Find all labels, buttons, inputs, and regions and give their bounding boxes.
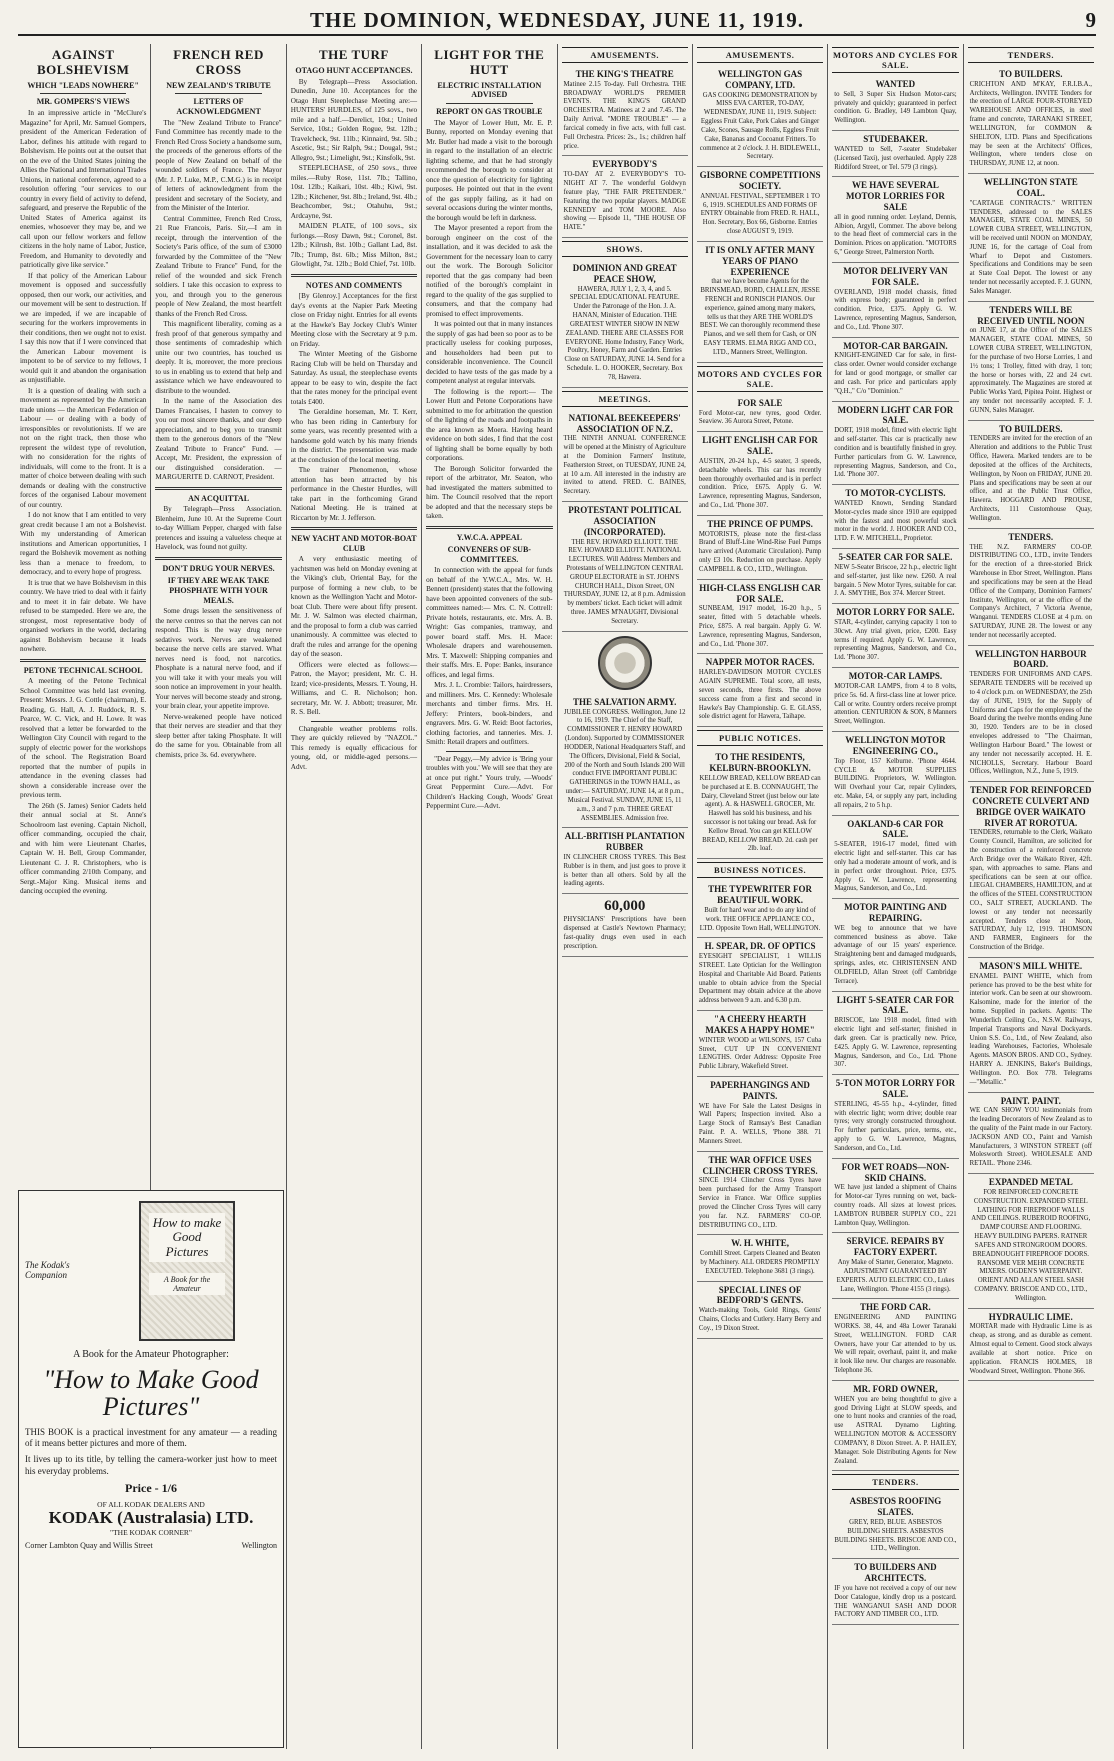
subhead-conveners: CONVENERS OF SUB-COMMITTEES. bbox=[447, 545, 531, 564]
article-paragraph: The 26th (S. James) Senior Cadets held their annual social at St. Anne's Schoolroom last evening. Captain Nicholl, officer commanding, occupied the chair, and with him were Lieutenant Charles, Captain W. H. Bell, Group Commander, Lieutenant C. J. R. Christophers, who is officer commanding 2/10th Company, and Sergt.-Major King. Musical items and dancing occupied the evening. bbox=[20, 801, 147, 896]
kodak-brand: KODAK (Australasia) LTD. bbox=[48, 1508, 254, 1528]
article-paragraph: If that policy of the American Labour movement is opposed and successfully opposed, then our work, our activities, and our movement will be sent to destruction. If we are impeded, if we are incapable of securing for the workers improvements in their conditions, then we ought not to exist. I say this now that if I were convinced that the American Labour movement is impotent to be of service to my fellows, I would quit it and abandon the organisation as unjustifiable. bbox=[20, 271, 147, 385]
advert-heading: NATIONAL BEEKEEPERS' ASSOCIATION OF N.Z. bbox=[568, 412, 681, 434]
advert-body: 5-SEATER, 1916-17 model, fitted with electric light and self-starter. This car has only had a moderate amount of work, and is in perfect order throughout. Price, £375. Apply G. W. Lawrence, representing Magnus, Sanderson, and Co., Ltd. bbox=[834, 841, 957, 893]
advert bbox=[697, 1152, 823, 1236]
advert-body: Built for hard wear and to do any kind of work. THE OFFICE APPLIANCE CO., LTD. Opposite Town Hall, WELLINGTON. bbox=[699, 906, 821, 932]
advert-heading: WELLINGTON MOTOR ENGINEERING CO., bbox=[845, 735, 946, 756]
advert bbox=[832, 1299, 958, 1381]
divider bbox=[291, 527, 417, 530]
advert-heading: ASBESTOS ROOFING SLATES. bbox=[849, 1496, 942, 1518]
advert-body: WE have For Sale the Latest Designs in Wall Papers; Inspection invited. Also a Large Stock of Ramsay's Best Canadian Paint. P. A. WELLS, 'Phone 388. 71 Manners Street. bbox=[698, 1102, 822, 1145]
advert bbox=[697, 1282, 823, 1339]
advert-heading: MR. FORD OWNER, bbox=[853, 1383, 938, 1394]
advert-body: THE N.Z. FARMERS' CO-OP. DISTRIBUTING CO., LTD., invite Tenders for the erection of a three-storied Brick Warehouse in Ebor Street, Wellington. Plans and specifications may be seen at the Head Office of the Company, Dominion Farmers' Institute, Wellington, or at the office of the Company's Architect, 7 Victoria Avenue, Wanganui. TENDERS CLOSE at 4 p.m. on SATURDAY, JUNE 28. The lowest or any tender not necessarily accepted. bbox=[969, 543, 1092, 639]
section-tenders: TENDERS. bbox=[968, 47, 1094, 63]
advert-body: all in good running order. Leyland, Dennis, Albion, Argyll, Commer. The above belong to the head fleet of commercial cars in the Dominion. Prices on application. "MOTORS 6," George Street, Palmerston North. bbox=[834, 213, 957, 257]
column-3 bbox=[287, 44, 422, 1749]
advert-body: TO-DAY AT 2. EVERYBODY'S TO-NIGHT AT 7. The wonderful Goldwyn feature play, "THE FAIR PRETENDER." Featuring the two popular players. MADGE KENNEDY and TOM MOORE. Also showing — Episode 11, "THE HOUSE OF HATE." bbox=[563, 171, 686, 232]
advert bbox=[697, 881, 823, 938]
advert-heading: TO BUILDERS. bbox=[999, 69, 1063, 79]
column-7 bbox=[828, 44, 963, 1749]
advert-heading: W. H. WHITE, bbox=[731, 1238, 789, 1249]
article-paragraph: Central Committee, French Red Cross, 21 Rue Francois, Paris. Sir,—I am in receipt, through the intervention of the Society's Paris office, of the sum of £3000 forwarded by the Committee of the "New Zealand Tribute to France" Fund, for the relief of the wounded and sick French soldiers. I take this occasion to express to you, and through you to the generous people of New Zealand, the most heartfelt thanks of the French Red Cross. bbox=[155, 214, 282, 318]
column-8 bbox=[964, 44, 1098, 1749]
advert-body: "CARTAGE CONTRACTS." WRITTEN TENDERS, addressed to the SALES MANAGER, STATE COAL MINES, 50 LOWER CUBA STREET, WELLINGTON, will be received until NOON on MONDAY, JUNE 16, for the cartage of Coal from Wharf to Depot and Customers. Specifications and Conditions may be seen at State Coal Depot. The lowest or any tender not necessarily accepted. F. J. GUNN, Sales Manager. bbox=[969, 199, 1092, 295]
article-paragraph: In the name of the Association des Dames Francaises, I hasten to convey to you our most sincere thanks, and our deep appreciation, and to beg you to transmit them to the generous donors of the "New Zealand Tribute to France" Fund. — Accept, Mr. President, the expression of our distinguished consideration. — MARGUERITE D. CARNOT, President. bbox=[155, 397, 282, 482]
section-public-notices: PUBLIC NOTICES. bbox=[697, 730, 823, 746]
subhead-drug-nerves: DON'T DRUG YOUR NERVES. bbox=[162, 563, 275, 573]
advert-body: ENGINEERING AND PAINTING WORKS. 38, 44, and 48a Lower Taranaki Street, WELLINGTON. FORD CAR Owners, have your Car attended to by us. We will repair, overhaul, paint it, and make it look like new. Our charges are reasonable. Telephone 36. bbox=[834, 1314, 957, 1375]
advert-heading: ALL-BRITISH PLANTATION RUBBER bbox=[564, 831, 685, 853]
advert-heading: THE SALVATION ARMY. bbox=[573, 696, 677, 707]
advert-body: WHEN you are being thoughtful to give a good Driving Light at SLOW speeds, and one to hunt nooks and crannies of the road, use ASTRAL Dynamo Lighting. WELLINGTON MOTOR & ACCESSORY COMPANY, 8 Dixon Street. A. P. HAILEY, Manager. Sole Distributing Agents for New Zealand. bbox=[834, 1395, 957, 1465]
advert-heading: SPECIAL LINES OF BEDFORD'S GENTS. bbox=[716, 1284, 804, 1306]
advert bbox=[968, 174, 1094, 302]
advert bbox=[832, 263, 958, 338]
advert-body: GREY, RED, BLUE. ASBESTOS BUILDING SHEETS. ASBESTOS BUILDING SHEETS. BRISCOE AND CO., LTD., Wellington. bbox=[834, 1518, 957, 1553]
divider bbox=[311, 721, 397, 722]
advert-heading: THE FORD CAR. bbox=[860, 1302, 931, 1313]
kodak-body-text: It lives up to its title, by telling the camera-worker just how to meet his everyday problems. bbox=[25, 1453, 277, 1476]
kodak-corner: "THE KODAK CORNER" bbox=[110, 1528, 192, 1538]
advert-heading: 5-TON MOTOR LORRY FOR SALE. bbox=[835, 1078, 956, 1099]
column-5 bbox=[558, 44, 693, 1749]
advert-heading: FOR SALE bbox=[737, 397, 783, 408]
kodak-body-text: THIS BOOK is a practical investment for any amateur — a reading of it means better pictures and more of them. bbox=[25, 1426, 277, 1449]
advert-heading: MOTOR LORRY FOR SALE. bbox=[836, 607, 955, 618]
advert bbox=[832, 604, 958, 668]
salvation-army-crest-icon bbox=[598, 636, 652, 690]
masthead bbox=[18, 6, 1096, 36]
advert-body: TENDERS FOR UNIFORMS AND CAPS. SEPARATE TENDERS will be received up to 4 o'clock p.m. on WEDNESDAY, the 25th day of JUNE, 1919, for the Supply of Uniforms and Caps for the employees of the Board during the twelve months ending June 30, 1920. Tenders are to be in closed envelopes addressed to "The Chairman, Wellington Harbour Board." The lowest or any tender not necessarily accepted. H. E. NICHOLLS, Secretary. Harbour Board Offices, Wellington, N.Z., June 5, 1919. bbox=[969, 671, 1092, 776]
advert-heading: TENDERS. bbox=[1008, 531, 1054, 542]
advert bbox=[832, 816, 958, 900]
advert-heading: THE WAR OFFICE USES CLINCHER CROSS TYRES. bbox=[702, 1154, 818, 1176]
article-paragraph: By Telegraph—Press Association. Blenheim, June 10. At the Supreme Court to-day William Pepper, charged with false pretences and issuing a valueless cheque at Havelock, was found not guilty. bbox=[155, 505, 282, 552]
advert-heading: FOR WET ROADS—NON-SKID CHAINS. bbox=[841, 1161, 950, 1183]
book-cover-title: How to make Good Pictures bbox=[149, 1213, 225, 1262]
headline-against-bolshevism: AGAINST BOLSHEVISM bbox=[36, 47, 130, 77]
advert-heading: LIGHT ENGLISH CAR FOR SALE. bbox=[702, 435, 818, 457]
advert bbox=[832, 549, 958, 604]
article-paragraph: In connection with the appeal for funds on behalf of the Y.W.C.A., Mrs. W. H. Bennett (president) states that the following have been appointed conveners of the sub-committees named:— Mrs. C. N. Cottrell: Private hotels, restaurants, etc. Mrs. A. B. Wright: Gas companies, tramway, and power board staff. Mrs. H. Mace: Wholesale drapers and warehousemen. Mrs. T. Maxwell: Shipping companies and their staffs. Mrs. E. Pope: Banks, insurance offices, and legal firms. bbox=[426, 566, 553, 679]
divider bbox=[446, 751, 532, 752]
advert-body: NEW 5-Seater Briscoe, 22 h.p., electric light and self-starter, just like new. £260. A real bargain. 5 New Motor Tyres, suitable for car. J. A. SMYTHE, Box 374. Mercer Street. bbox=[834, 563, 957, 598]
advert-body: IN CLINCHER CROSS TYRES. This Best Rubber is in them, and just goes to prove it is better than all others. Sold by all the leading agents. bbox=[563, 853, 686, 888]
kodak-lead: A Book for the Amateur Photographer: bbox=[73, 1349, 229, 1360]
article-paragraph: It was pointed out that in many instances the supply of gas had been so poor as to be practically useless for cooking purposes, and householders had been put to considerable inconvenience. The Council decided to have tests of the gas made by a competent analyst at regular intervals. bbox=[426, 320, 553, 386]
advert-heading: H. SPEAR, DR. OF OPTICS bbox=[704, 941, 816, 952]
divider bbox=[20, 659, 146, 662]
advert bbox=[968, 66, 1094, 174]
advert bbox=[697, 654, 823, 727]
advert-heading: PROTESTANT POLITICAL ASSOCIATION (INCORPORATED). bbox=[568, 505, 682, 537]
article-paragraph: A meeting of the Petone Technical School Committee was held last evening. Present: Messrs. J. G. Cottle (chairman), E. Reading, G. Hall, A. J. Ruddock, R. S. Pearce, W. C. Vick, and H. Lowe. It was resolved that a letter be forwarded to the Wellington City Council with regard to the supply of electric power for the workshops of the school. The Registration Board reported that the number of pupils in attendance in the evening classes had shown a considerable increase over the previous term. bbox=[20, 677, 147, 800]
article-paragraph: The Winter Meeting of the Gisborne Racing Club will be held on Thursday and Saturday. As usual, the steeplechase events appear to be easy to win, despite the fact that the rates money for the principal event totals £400. bbox=[290, 350, 418, 406]
advert-body: WANTED to Sell, 7-seater Studebaker (Licensed Taxi), just overhauled. Apply 228 Riddiford Street, or Tel. 579 (3 rings). bbox=[834, 145, 957, 171]
advert-body: THE REV. HOWARD ELLIOTT. THE REV. HOWARD ELLIOTT. NATIONAL LECTURES. Will Address Members and Protestants of WELLINGTON CENTRAL GROUP ELECTORATE in ST. JOHN'S CHURCH HALL, Dixon Street, ON THURSDAY, JUNE 12, at 8 p.m. Admission by members' ticket. Each ticket will admit three. JAMES M'NAUGHT, Divisional Secretary. bbox=[563, 538, 686, 625]
advert-body: HAWERA, JULY 1, 2, 3, 4, and 5. SPECIAL EDUCATIONAL FEATURE. Under the Patronage of the Hon. J. A. HANAN, Minister of Education. THE GREATEST WINTER SHOW IN NEW ZEALAND. THERE ARE CLASSES FOR EVERYONE. Home Industry, Fancy Work, Poultry, Honey, Farm and Garden. Entries Close on SATURDAY, JUNE 14. Send for a Schedule. L. O. HOOKER, Secretary. Box 78, Hawera. bbox=[564, 285, 685, 381]
advert bbox=[968, 302, 1094, 421]
advert-body: PHYSICIANS' Prescriptions have been dispensed at Castle's Newtown Pharmacy; fast-quality drugs even used in each prescription. bbox=[563, 916, 686, 950]
advert bbox=[697, 1011, 823, 1077]
advert-heading: PAINT. PAINT. bbox=[1000, 1095, 1061, 1106]
divider bbox=[155, 557, 281, 560]
advert bbox=[562, 260, 688, 388]
advert-body: ANNUAL FESTIVAL, SEPTEMBER 1 TO 6, 1919. SCHEDULES AND FORMS OF ENTRY Obtainable from FRED. R. HALL, Hon. Secretary, Box 66, Gisborne. Entries close AUGUST 9, 1919. bbox=[700, 192, 820, 236]
advert-body: GAS COOKING DEMONSTRATION by MISS EVA CARTER, TO-DAY, WEDNESDAY, JUNE 11, 1919. Subject: Eggless Fruit Cake, Pork Cakes and Ginger Cake, Scones, Sausage Rolls, Eggless Fruit Cake, Bananas and Cocoanut Fritters. To commence at 2 o'clock. J. H. BIDLEWELL, Secretary. bbox=[699, 91, 821, 161]
subhead-letters: LETTERS OF ACKNOWLEDGMENT bbox=[176, 97, 261, 117]
advert-heading: MOTOR-CAR LAMPS. bbox=[848, 671, 943, 682]
advert-heading: HYDRAULIC LIME. bbox=[988, 1311, 1073, 1322]
advert bbox=[697, 1077, 823, 1152]
subhead-phosphate: IF THEY ARE WEAK TAKE PHOSPHATE WITH YOUR MEALS. bbox=[167, 576, 270, 605]
advert-body: MOTOR-CAR LAMPS, from 4 to 8 volts, price 5s. 6d. A first-class line at lower price. Call or write. Country orders receive prompt attention. CENTURION & SON, 8 Manners Street, Wellington. bbox=[834, 682, 957, 726]
advert bbox=[562, 828, 688, 894]
article-paragraph: In an impressive article in "McClure's Magazine" for April, Mr. Samuel Gompers, president of the American Federation of Labor, defines his attitude with regard to Bolshevism. He points out at the outset that on the eve of the United States joining the Allies the National and International Trades Unions, in national conference, agreed to a resolution offering "our services to our country in every field of activity to defend, safeguard, and preserve the Republic of the United States of America against its enemies, whosoever they may be, and we call upon our fellow workers and fellow citizens in the holy name of Labor, Justice, Freedom, and Humanity to devotedly and patriotically give like service." bbox=[20, 109, 147, 270]
advert bbox=[968, 782, 1094, 958]
advert bbox=[832, 1075, 958, 1159]
advert-snippet: "Dear Peggy,—My advice is 'Bring your troubles with you.' We will see that they are at once put right." Yours truly, —Woods' Great Peppermint Cure.—Advt. For Children's Hacking Cough, Woods' Great Peppermint Cure.—Advt. bbox=[426, 754, 553, 811]
newspaper-title: THE DOMINION, WEDNESDAY, JUNE 11, 1919. bbox=[310, 7, 804, 32]
advert-body: WANTED Known, Sending Standard Motor-cycles made since 1910 are equipped with the fastest and most powerful stock motor in the world. J. HOOKER AND CO., LTD. F. W. MITCHELL, Proprietor. bbox=[834, 499, 957, 543]
advert bbox=[832, 732, 958, 816]
advert bbox=[562, 66, 688, 156]
advert bbox=[832, 338, 958, 402]
advert bbox=[562, 410, 688, 502]
section-meetings: MEETINGS. bbox=[562, 391, 688, 407]
advert-body: TENDERS, returnable to the Clerk, Waikato County Council, Hamilton, are solicited for the construction of a reinforced concrete Arch Bridge over the Waikato River, 42ft. span, with approaches to same. Plans and specifications can be seen at our office. LIEGAL CHAMBERS, HAMILTON, and at the offices of the STEEL CONSTRUCTION CO., SALT STREET, AUCKLAND. The lowest or any tender not necessarily accepted. Tenders close at Noon, SATURDAY, July 12, 1919. THOMSON AND FARMER, Engineers for the Construction of the Bridge. bbox=[969, 829, 1092, 952]
section-amusements: AMUSEMENTS. bbox=[562, 47, 688, 63]
advert-heading: EXPANDED METAL bbox=[988, 1177, 1073, 1188]
advert-heading: MOTOR DELIVERY VAN FOR SALE. bbox=[843, 265, 948, 287]
advert-heading: MOTOR-CAR BARGAIN. bbox=[843, 340, 948, 351]
advert-body: SUNBEAM, 1917 model, 16-20 h.p., 5 seater, fitted with 5 detachable wheels. Price, £875. A real bargain. Apply G. W. Lawrence, representing Magnus, Sanderson, and Co., Ltd. 'Phone 307. bbox=[698, 605, 822, 648]
advert bbox=[697, 395, 823, 432]
article-paragraph: STEEPLECHASE, of 250 sovs., three miles.—Ruby Rose, 11st. 7lb.; Tallino, 10st. 12lb.; Kaikari, 10st. 4lb.; Kiwi, 9st. 12lb.; Kitchener, 9st. 8lb.; Ireland, 9st. 4lb.; Beachcomber, 9st.; Otahuhu, 9st.; Ardcayne, 9st. bbox=[290, 164, 418, 220]
advert-body: OVERLAND, 1918 model chassis, fitted with express body; guaranteed in perfect condition. Price, £375. Apply G. W. Lawrence, representing Magnus, Sanderson, and Co., Ltd. 'Phone 307. bbox=[834, 288, 957, 331]
subhead-ywca: Y.W.C.A. APPEAL bbox=[456, 532, 523, 542]
advert bbox=[562, 894, 688, 956]
kodak-city: Wellington bbox=[241, 1541, 277, 1551]
advert bbox=[832, 76, 958, 131]
advert-body: CRICHTON AND M'KAY, F.R.I.B.A., Architects, Wellington. INVITE Tenders for the erection of LARGE FOUR-STOREYED WAREHOUSE AND OFFICES, in steel frame and concrete, TARANAKI STREET, WELLINGTON, for COMMON & SHELTON, LTD. Plans and Specifications may be seen at the Architects' Offices, Wellington, where tenders close on THURSDAY, JUNE 12, at noon. bbox=[969, 80, 1092, 168]
advert-body: WE CAN SHOW YOU testimonials from the leading Decorators of New Zealand as to the quality of the Paint made in our Factory. JACKSON AND CO., Paint and Varnish Manufacturers, 3 WINSTON STREET (off Molesworth Street). WHOLESALE AND RETAIL. 'Phone 2346. bbox=[969, 1107, 1092, 1168]
advert-body: Watch-making Tools, Gold Rings, Gents' Chains, Clocks and Cutlery. Harry Berry and Coy., 19 Dixon Street. bbox=[698, 1307, 822, 1332]
advert-body: Top Floor, 157 Kelburne. 'Phone 4644. CYCLE & MOTOR SUPPLIES BUILDING. Proprietors, W. Wellington. Will Overhaul your Car, repair Cylinders, etc. Make, £4, or supply any part, including all repairs, 2 to 5 h.p. bbox=[834, 757, 957, 809]
advert-heading: STUDEBAKER. bbox=[863, 134, 928, 145]
kodak-street: Corner Lambton Quay and Willis Street bbox=[25, 1541, 153, 1551]
kodak-price: Price - 1/6 bbox=[125, 1481, 177, 1496]
article-paragraph: The Borough Solicitor forwarded the report of the arbitrator, Mr. Seaton, who had investigated the matters submitted to him. The Council resolved that the report be adopted and that the necessary steps be taken. bbox=[426, 464, 553, 521]
advert-body: BRISCOE, late 1918 model, fitted with electric light and self-starter; finished in dark green. Car is practically new. Price, £425. Apply G. W. Lawrence, representing Magnus, Sanderson, and Co., Ltd. 'Phone 307. bbox=[834, 1017, 957, 1069]
advert-heading: TO THE RESIDENTS, KELBURN-BROOKLYN. bbox=[709, 752, 811, 774]
advert-heading: TENDER FOR REINFORCED CONCRETE CULVERT AND BRIDGE OVER WAIKATO RIVER AT ROROTUA. bbox=[970, 785, 1092, 828]
advert bbox=[832, 1559, 958, 1625]
subhead-gompers: MR. GOMPERS'S VIEWS bbox=[36, 97, 130, 107]
article-paragraph: By Telegraph—Press Association. Dunedin, June 10. Acceptances for the Otago Hunt Steeplechase Meeting are:— HUNTERS' HURDLES, of 125 sovs., two mile and a half.—Derelict, 10st.; United Service, 10st.; Golden Rogue, 9st. 12lb.; Travelcheck, 9st. 11lb.; Kinnaird, 9st. 5lb.; Ascetic, 9st.; Sir Ralph, 9st.; Dougal, 9st.; Allegro, 9st.; Limelight, 9st.; Kinsfolk, 9st. bbox=[290, 77, 418, 162]
advert-body: Ford Motor-car, new tyres, good Order. Seaview. 36 Aurora Street, Petone. bbox=[698, 409, 822, 426]
advert bbox=[697, 167, 823, 242]
advert-body: SINCE 1914 Clincher Cross Tyres have been purchased for the Army Transport Service in France. War Office supplies proved the Clincher Cross Tyres will carry you far. N.Z. FARMERS' CO-OP. DISTRIBUTING CO., LTD. bbox=[698, 1177, 822, 1229]
advert-body: to Sell, 3 Super Six Hudson Motor-cars; privately and quickly; guaranteed in perfect condition. G. Bradley, 149 Lambton Quay, Wellington. bbox=[834, 90, 957, 125]
divider bbox=[175, 93, 261, 94]
article-paragraph: Some drugs lessen the sensitiveness of the nerve centres so that the nerves can not respond. This is the way drug nerve sedatives work. Nerves are weakened because the nerve cells are starved. What nerves need is food, not narcotics. Phosphate is a natural nerve food, and if you will take it with your meals you will soon notice an improvement in your health. Your nerves will become steady and strong, your brain clear, your appetite improve. bbox=[155, 607, 282, 711]
advert-body: EYESIGHT SPECIALIST, 1 WILLIS STREET. Late Optician for the Wellington Hospital and Charitable Aid Board. Patients unable to obtain advice from the Special Department may obtain advice at the above address between 9 a.m. and 6.30 p.m. bbox=[698, 953, 822, 1005]
advert-heading: WELLINGTON HARBOUR BOARD. bbox=[975, 648, 1087, 670]
advert-body: AUSTIN, 20-24 h.p., 4-5 seater, 3 speeds, detachable wheels. This car has recently been thoroughly overhauled and is in perfect condition. Price, £675. Apply G. W. Lawrence, representing Magnus, Sanderson, and Co., Ltd. 'Phone 307. bbox=[698, 457, 822, 509]
advert bbox=[832, 485, 958, 549]
section-motors: MOTORS AND CYCLES FOR SALE. bbox=[697, 366, 823, 392]
advert-heading: OAKLAND-6 CAR FOR SALE. bbox=[847, 818, 944, 840]
advert-heading: TO BUILDERS AND ARCHITECTS. bbox=[854, 1562, 937, 1584]
article-paragraph: The Mayor of Lower Hutt, Mr. E. P. Bunny, reported on Monday evening that Mr. Butler had made a visit to the borough in regard to the installation of an electric lighting scheme, and that he had strongly recommended the borough to consider at once the question of electricity for lighting purposes. He pointed out that in the event of the gas supply failing, as it had on several occasions during the winter months, the borough would be left in darkness. bbox=[426, 118, 553, 222]
article-paragraph: It is true that we have Bolshevism in this country. We have tried to deal with it fairly and to meet it in fair debate. We have refused to be stampeded. Here we are, the strongest, most representative body of organised workers in the world, declaring against Bolshevism because it leads nowhere. bbox=[20, 578, 147, 654]
advert-snippet: Changeable weather problems rolls. They are quickly relieved by "NAZOL." This remedy is equally efficacious for young, old, or middle-aged persons.—Advt. bbox=[290, 724, 418, 771]
headline-light-for-hutt: LIGHT FOR THE HUTT bbox=[434, 47, 545, 77]
advert-heading: MASON'S MILL WHITE. bbox=[979, 960, 1083, 971]
kodak-advert-top bbox=[25, 1197, 277, 1345]
column-6 bbox=[693, 44, 828, 1749]
divider bbox=[426, 526, 552, 529]
kodak-book-title: "How to Make Good Pictures" bbox=[43, 1365, 259, 1422]
advert bbox=[697, 432, 823, 516]
advert-body: MORTAR made with Hydraulic Lime is as cheap, as strong, and as durable as cement. Almost equal to Cement. Good stock always available at short notice. Price on application. FRANCIS HOLMES, 18 Woodward Street, Wellington. 'Phone 366. bbox=[969, 1323, 1092, 1375]
article-paragraph: The Geraldine horseman, Mr. T. Kerr, who has been riding in Canterbury for some years, was recently presented with a handsome gold watch by his many friends in the district. The presentation was made at the conclusion of the local meeting. bbox=[290, 408, 418, 464]
advert bbox=[968, 1309, 1094, 1382]
advert-body: KNIGHT-ENGINED Car for sale, in first-class order. Owner would consider exchange for land or good mortgage, or smaller car and cash. For price and particulars apply "Q.H.," C/o "Dominion." bbox=[834, 352, 957, 395]
advert bbox=[562, 694, 688, 829]
advert-heading: WANTED bbox=[875, 79, 916, 89]
article-paragraph: I do not know that I am entitled to very great credit because I am not a Bolshevist. With my understanding of American institutions and American opportunities, I regard the Bolshevik movement as nothing less than a menace to freedom, to democracy, and to every hope of progress. bbox=[20, 511, 147, 577]
kodak-companion-logo: The Kodak's Companion bbox=[25, 1260, 70, 1280]
subhead-acquittal: AN ACQUITTAL bbox=[188, 493, 250, 503]
advert bbox=[968, 958, 1094, 1093]
article-paragraph: [By Glenroy.] Acceptances for the first day's events at the Napier Park Meeting close on Friday night. Entries for all events at the Hawke's Bay Jockey Club's Winter Meeting close with the Secretary at 9 p.m. on Friday. bbox=[290, 292, 418, 348]
advert bbox=[562, 502, 688, 632]
page-number: 9 bbox=[1085, 7, 1096, 32]
divider bbox=[40, 93, 126, 94]
advert-body: KELLOW BREAD, KELLOW BREAD can be purchased at E. B. CONNAUGHT, The Dairy, Cleveland Street (just below our late agent). A. & HASWELL GROCER, Mr. Haswell has sold his business, and his successor is not taking our bread. Ask for Kellow Bread. You can get KELLOW BREAD, KELLOW BREAD. 2d. cash per 2lb. loaf. bbox=[699, 774, 821, 853]
advert-heading: 5-SEATER CAR FOR SALE. bbox=[838, 552, 953, 563]
advert-heading: WELLINGTON STATE COAL. bbox=[983, 177, 1078, 198]
advert-body: STAR, 4-cylinder, carrying capacity 1 ton to 30cwt. Any trial given, price, £200. Easy terms if required. Apply G. W. Lawrence, representing Magnus, Sanderson, and Co., Ltd. 'Phone 307. bbox=[834, 619, 957, 662]
advert-heading: THE TYPEWRITER FOR BEAUTIFUL WORK. bbox=[708, 884, 812, 906]
advert bbox=[968, 1174, 1094, 1309]
article-paragraph: A very enthusiastic meeting of yachtsmen was held on Monday evening at the Viking's club, Oriental Bay, for the purpose of forming a new club, to be known as the Wellington Yacht and Motor-boat Club. There were about fifty present. Mr. J. W. Salmon was elected chairman, and the proposal to form a club was carried unanimously. A committee was elected to draft the rules and arrange for the opening day of the season. bbox=[290, 555, 418, 659]
advert-heading: THE PRINCE OF PUMPS. bbox=[707, 518, 813, 529]
divider bbox=[155, 487, 281, 490]
advert-body: Matinee 2.15 To-day. Full Orchestra. THE BROADWAY WORLD'S PREMIER EVENTS. THE KING'S GRAND ORCHESTRA. Matinees at 2 and 7.45. The Daily Arrival. "MORE TROUBLE" — a farcical comedy in five acts, with full cast. Full Orchestra. Prices: 2s., 1s.; children half price. bbox=[563, 80, 686, 150]
advert-heading: "A CHEERY HEARTH MAKES A HAPPY HOME" bbox=[705, 1014, 815, 1035]
advert bbox=[968, 421, 1094, 529]
section-tenders: TENDERS. bbox=[832, 1474, 958, 1490]
advert bbox=[697, 66, 823, 167]
section-business-notices: BUSINESS NOTICES. bbox=[697, 862, 823, 878]
advert-heading: GISBORNE COMPETITIONS SOCIETY. bbox=[699, 170, 821, 192]
advert bbox=[832, 131, 958, 177]
advert-heading: TO MOTOR-CYCLISTS. bbox=[845, 488, 946, 499]
advert-body: JUBILEE CONGRESS. Wellington, June 12 to 16, 1919. The Chief of the Staff, COMMISSIONER T. HENRY HOWARD (London). Supported by COMMISSIONER HODDER, National Headquarters Staff, and The Officers, Divisional, Field & Social, 200 of the North and South Islands 200 Will conduct FIVE IMPORTANT PUBLIC GATHERINGS in the TOWN HALL, as under:— SATURDAY, JUNE 14, at 8 p.m., Musical Festival. SUNDAY, JUNE 15, 11 a.m., 3 and 7 p.m. THREE GREAT ASSEMBLIES. Admission free. bbox=[563, 708, 686, 822]
section-shows: SHOWS. bbox=[562, 241, 688, 257]
divider bbox=[291, 274, 417, 277]
advert-body: DORT, 1918 model, fitted with electric light and self-starter. This car is practically new condition and is beautifully finished in grey. Further particulars from G. W. Lawrence, representing Magnus, Sanderson, and Co., Ltd. 'Phone 307. bbox=[834, 427, 957, 479]
advert-heading: THE KING'S THEATRE bbox=[575, 69, 674, 79]
advert-body: MOTORISTS, please note the first-class Brand of Bluff-Line Wind-Rise Fuel Pumps have arrived (Automatic Circulation). Pump only £3 10s. Reduction on purchase. Apply CAMPBELL & CO., LTD., Wellington. bbox=[698, 530, 822, 573]
advert bbox=[697, 580, 823, 655]
advert bbox=[697, 1235, 823, 1281]
subhead-nz-tribute: NEW ZEALAND'S TRIBUTE bbox=[166, 80, 271, 90]
advert bbox=[968, 529, 1094, 646]
article-paragraph: The Mayor presented a report from the borough engineer on the cost of the installation, and it was decided to ask the Government for the necessary loan to carry out the work. The Borough Solicitor reported that the gas company had been notified of the borough's complaint in regard to the quality of the gas supplied to consumers, and that the company had promised to effect improvements. bbox=[426, 224, 553, 318]
advert bbox=[832, 1233, 958, 1299]
book-cover-icon bbox=[139, 1201, 235, 1341]
headline-french-red-cross: FRENCH RED CROSS bbox=[173, 47, 264, 77]
advert-body: IF you have not received a copy of our new Door Catalogue, kindly drop us a postcard. THE WANGANUI SASH AND DOOR FACTORY AND TIMBER CO., LTD. bbox=[834, 1584, 957, 1619]
subhead-petone-school: PETONE TECHNICAL SCHOOL bbox=[23, 665, 143, 675]
advert bbox=[832, 668, 958, 732]
article-paragraph: MAIDEN PLATE, of 100 sovs., six furlongs.—Rosy Dawn, 9st.; Coronel, 8st. 12lb.; Kilrush, 8st. 10lb.; Gallant Lad, 8st. 7lb.; Trump, 8st. 6lb.; Miss Milton, 8st.; Glowlight, 7st. 12lb.; Bold Chief, 7st. 10lb. bbox=[290, 222, 418, 269]
advert bbox=[832, 402, 958, 486]
advert bbox=[968, 1093, 1094, 1175]
article-paragraph: The trainer Phenomenon, whose attention has been attracted by his performance in the Chester Hurdles, will take part in the forthcoming Grand National Meeting. He is trained at Riccarton by Mr. J. Jefferson. bbox=[290, 466, 418, 522]
advert-heading: SERVICE. REPAIRS BY FACTORY EXPERT. bbox=[846, 1236, 945, 1258]
advert-body: TENDERS are invited for the erection of an Alteration and additions to the Public Trust Office, Hawera. Marked tenders are to be deposited at the offices of the Architects, Wellington, by Noon on FRIDAY, JUNE 20. Plans and specifications may be seen at our office, and at the Public Trust Office, Hawera. HOGGARD AND PROUSE, Architects, 111 Customhouse Quay, Wellington. bbox=[969, 435, 1092, 522]
advert-heading: DOMINION AND GREAT PEACE SHOW, bbox=[572, 263, 677, 284]
article-paragraph: The "New Zealand Tribute to France" Fund Committee has recently made to the French Red Cross Society a handsome sum, the proceeds of the generous efforts of the people of New Zealand on behalf of the wounded soldiers of France. The Mayor (Mr. J. P. Luke, M.P., C.M.G.) is in receipt of letters of acknowledgment from the president and secretary of the Society, and from the Minister of the Interior. bbox=[155, 118, 282, 213]
advert-body: that we have become Agents for the BRINSMEAD, BORD, CHALLEN, JESSE FRENCH and RONISCH PIANOS. Our experience, gained among many makers, tells us that they ARE THE WORLD'S BEST. We can thoroughly recommend these Pianos, and we sell them for Cash, or ON EASY TERMS. ELMA RIGG AND CO., LTD., Manners Street, Wellington. bbox=[699, 278, 821, 356]
book-cover-subtitle: A Book for the Amateur bbox=[149, 1273, 225, 1295]
advert-heading: LIGHT 5-SEATER CAR FOR SALE. bbox=[836, 994, 955, 1016]
advert-body: FOR REINFORCED CONCRETE CONSTRUCTION. EXPANDED STEEL LATHING FOR FIREPROOF WALLS AND CEILINGS. RUBEROID ROOFING, DAMP COURSE AND FLOORING. HEAVY BUILDING PAPERS. RATNER SAFES AND STRONGROOM DOORS. BREADNOUGHT FIREPROOF DOORS. RANSOME VER MEHR CONCRETE MIXERS. OGDEN'S WATERPAINT. ORIENT AND ALLAN STEEL SASH COMPANY. BRISCOE AND CO., LTD., Wellington. bbox=[971, 1188, 1091, 1302]
advert bbox=[697, 938, 823, 1011]
advert-heading: PAPERHANGINGS AND PAINTS. bbox=[710, 1080, 810, 1101]
subhead-otago-hunt: OTAGO HUNT ACCEPTANCES. bbox=[295, 65, 413, 75]
section-amusements: AMUSEMENTS. bbox=[697, 47, 823, 63]
advert-body: Any Make of Starter, Generator, Magneto. ADJUSTMENT GUARANTEED BY EXPERTS. AUTO ELECTRIC CO., Lukes Lane, Wellington. 'Phone 4155 (3 rings). bbox=[836, 1259, 955, 1293]
advert bbox=[832, 899, 958, 991]
advert bbox=[968, 646, 1094, 783]
headline-the-turf: THE TURF bbox=[319, 47, 389, 62]
column-4 bbox=[422, 44, 557, 1749]
advert-heading: 60,000 bbox=[604, 898, 646, 915]
advert bbox=[832, 992, 958, 1076]
subhead-notes-comments: NOTES AND COMMENTS bbox=[305, 280, 402, 290]
article-paragraph: The following is the report:— The Lower Hutt and Petone Corporations have submitted to me for arbitration the question of the lighting of the roads and footpaths in the area known as Moera. Having heard evidence on both sides, I find that the cost of lighting shall be borne equally by both corporations. bbox=[426, 387, 553, 463]
section-motors: MOTORS AND CYCLES FOR SALE. bbox=[832, 47, 958, 73]
advert-heading: EVERYBODY'S bbox=[592, 159, 658, 170]
advert bbox=[562, 156, 688, 238]
advert bbox=[832, 1159, 958, 1234]
advert bbox=[832, 1493, 958, 1559]
advert-heading: MOTOR PAINTING AND REPAIRING. bbox=[844, 902, 947, 923]
article-paragraph: This magnificent liberality, coming as a fresh proof of that generous sympathy and those sentiments of comradeship which unite our two countries, has touched us deeply. It is, moreover, the more precious to us in enabling us to extend that help and assistance which we have endeavoured to distribute to the wounded. bbox=[155, 320, 282, 395]
kodak-advert bbox=[18, 1190, 284, 1748]
article-paragraph: Officers were elected as follows:— Patron, the Mayor; president, Mr. C. H. Izard; vice-presidents, Messrs. T. Young, H. Williams, and C. R. Nicholson; hon. secretary, Mr. W. J. Abbott; treasurer, Mr. R. S. Bell. bbox=[290, 660, 418, 717]
advert-heading: IT IS ONLY AFTER MANY YEARS OF PIANO EXPERIENCE bbox=[705, 244, 815, 277]
advert-body: ENAMEL PAINT WHITE, which from perience has proved to be the best white for interior work. Can be seen at our showroom. Kalsomine, made for the interior of the home. Supplied in packets. Agents: The Wunderlich Ceiling Co., N.S.W. Railways, Imperial Transports and Naval Dockyards. Union S.S. Co., Ltd., of New Zealand, also leading Warehouses, Factories, Wholesale Agents. MASON BROS. AND CO., Sydney. HARRY A. JENKINS, Baker's Buildings, Wellington. P.O. Box 778. Telegrams—"Metallic." bbox=[969, 972, 1092, 1086]
article-paragraph: It is a question of dealing with such a movement as represented by the American trade unions — the American Federation of Labour — or dealing with a body of irresponsibles or revolutionists. If we are not on the right track, then those who represent the wildest type of revolution, with no consideration for the rights of individuals, will come to the front. It is a matter of choice between dealing with such demands or dealing with the constructive forces of the organised Labour movement of our country. bbox=[20, 386, 147, 509]
advert-body: STERLING, 45-55 h.p., 4-cylinder, fitted with electric light; worm drive; double rear tyres; very strongly constructed throughout. For further particulars, price, terms, etc., apply to G. W. Lawrence, Magnus, Sanderson, and Co., Ltd. bbox=[834, 1100, 957, 1152]
subhead-yacht-club: NEW YACHT AND MOTOR-BOAT CLUB bbox=[291, 534, 417, 553]
kodak-dealers: OF ALL KODAK DEALERS AND bbox=[97, 1500, 205, 1510]
article-paragraph: Mrs. J. L. Crombie: Tailors, hairdressers, and milliners. Mrs. C. Kennedy: Wholesale merchants and timber firms. Mrs. H. Jeffery: Printers, book-binders, and engravers. Mrs. G. W. Reid: Boot factories, clothing factories, and tanneries. Mrs. J. Smith: Retail drapers and outfitters. bbox=[426, 681, 553, 747]
subhead-electric: ELECTRIC INSTALLATION ADVISED bbox=[437, 80, 542, 100]
advert-heading: WELLINGTON GAS COMPANY, LTD. bbox=[718, 69, 803, 90]
advert bbox=[832, 1381, 958, 1471]
advert-body: HARLEY-DAVIDSON MOTOR CYCLES AGAIN SUPREME. Total score, all tests, seven seconds, three firsts. The above success came from a first and second in Hawke's Bay Championship. G. E. GLASS, sole district agent for Hawera, Taihape. bbox=[698, 669, 822, 721]
advert-body: THE NINTH ANNUAL CONFERENCE will be opened at the Ministry of Agriculture at the Dominion Farmers' Institute, Featherston Street, on TUESDAY, JUNE 24, at 10 a.m. All interested in the industry are invited to attend. FRED. C. BAINES, Secretary. bbox=[563, 435, 686, 496]
advert-body: WE beg to announce that we have commenced business as above. Take advantage of our 15 years' experience. Straightening bent and damaged mudguards, springs, axles, etc. CHRISTENSEN AND OLDFIELD, Allan Street (off Cambridge Terrace). bbox=[834, 924, 957, 985]
advert-heading: HIGH-CLASS ENGLISH CAR FOR SALE. bbox=[699, 582, 821, 604]
advert bbox=[697, 749, 823, 859]
advert-body: on JUNE 17, at the Office of the SALES MANAGER, STATE COAL MINES, 50 LOWER CUBA STREET, WELLINGTON, for the purchase of two Horse Lorries, 1 and 1½ tons; 1 Trolley, fitted with dray, 1 ton; the horse or horses with, 22 and 24 cwt. approximately. The Magazines are stored at Public Works Yard, Pipitea Point. Highest or any tender not necessarily accepted. F. J. GUNN, Sales Manager. bbox=[969, 327, 1092, 414]
advert-heading: NAPPER MOTOR RACES. bbox=[705, 657, 815, 668]
advert-heading: MODERN LIGHT CAR FOR SALE. bbox=[837, 404, 954, 426]
article-paragraph: Nerve-weakened people have noticed that their nerves are steadier and that they sleep better after taking Phosphate. It will do the same for you. Obtainable from all chemists, price 3s. 6d. everywhere. bbox=[155, 712, 282, 759]
advert-heading: WE HAVE SEVERAL MOTOR LORRIES FOR SALE bbox=[846, 180, 945, 212]
advert-body: WINTER WOOD at WILSON'S, 157 Cuba Street, CUT UP IN CONVENIENT LENGTHS. Order Address: Opposite Free Public Library, Wakefield Street. bbox=[698, 1036, 822, 1071]
advert bbox=[697, 516, 823, 580]
advert-heading: TENDERS WILL BE RECEIVED UNTIL NOON bbox=[977, 304, 1085, 326]
subhead-gas-trouble: REPORT ON GAS TROUBLE bbox=[436, 107, 543, 117]
advert bbox=[832, 177, 958, 263]
advert-body: Cornhill Street. Carpets Cleaned and Beaten by Machinery. ALL ORDERS PROMPTLY EXECUTED. Telephone 3681 (3 rings). bbox=[699, 1250, 821, 1275]
subhead-leads-nowhere: WHICH "LEADS NOWHERE" bbox=[27, 80, 139, 90]
advert bbox=[697, 242, 823, 363]
kodak-address bbox=[25, 1541, 277, 1550]
advert-body: WE have just landed a shipment of Chains for Motor-car Tyres running on wet, back-country roads. All sizes at lowest prices. LAMBTON RUBBER SUPPLY CO., 221 Lambton Quay, Wellington. bbox=[834, 1184, 957, 1227]
divider bbox=[446, 103, 532, 104]
advert-heading: TO BUILDERS. bbox=[999, 423, 1063, 434]
